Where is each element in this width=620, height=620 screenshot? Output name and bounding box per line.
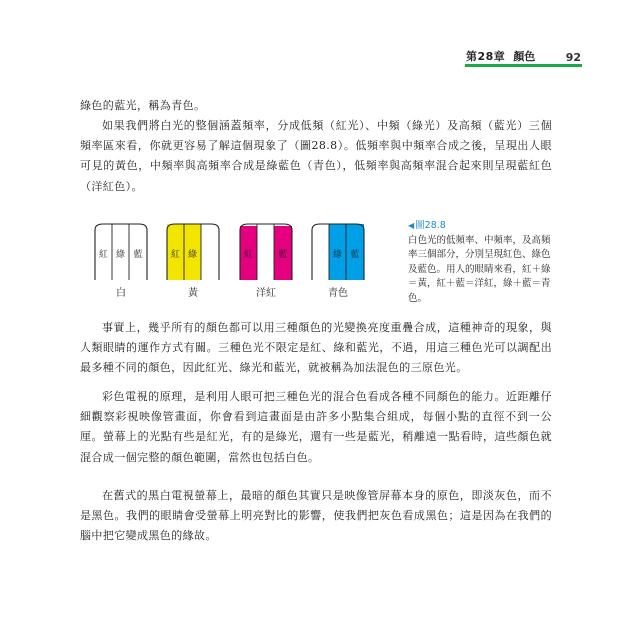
panel-label-cyan: 青色	[328, 288, 348, 299]
panel-label-yellow: 黃	[188, 288, 198, 299]
band-label: 藍	[278, 250, 288, 260]
band-label: 紅	[243, 250, 254, 260]
paragraph-black-white-tv: 在舊式的黑白電視螢幕上，最暗的顏色其實只是映像管屏幕本身的原色，即淡灰色，而不是黑色。我們的眼睛會受螢幕上明亮對比的影響，使我們把灰色看成黑色；這是因為在我們的腦中把它變成黑色的緣故。	[80, 489, 552, 543]
figure-number-line	[408, 219, 554, 234]
paragraph-color-tv: 彩色電視的原理，是利用人眼可把三種色光的混合色看成各種不同顏色的能力。近距離仔細觀察彩視映像管畫面，你會看到這畫面是由許多小點集合組成，每個小點的直徑不到一公厘。螢幕上的光點有些是紅光，有的是綠光，還有一些是藍光，稍離遠一點看時，這些顏色就混合成一個完整的顏色範圍，當然也包括白色。	[80, 390, 552, 464]
panel-white	[95, 224, 147, 280]
left-triangle-icon: ◀	[408, 221, 415, 230]
color-mixing-diagram	[87, 218, 387, 288]
band-label: 綠	[115, 250, 126, 260]
paragraph-frequency-ranges: 如果我們將白光的整個涵蓋頻率，分成低頻（紅光）、中頻（綠光）及高頻（藍光）三個頻率區來看，你就更容易了解這個現象了（圖28.8）。低頻率與中頻率合成之後，呈現出人眼可見的黃色，中頻率與高頻率合成是綠藍色（青色），低頻率與高頻率混合起來則呈現藍紅色（洋紅色）。	[80, 119, 552, 193]
figure-caption-text: 白色光的低頻率、中頻率，及高頻率三個部分，分別呈現紅色、綠色及藍色。用人的眼睛來看，紅＋綠＝黃，紅＋藍＝洋紅，綠＋藍＝青色。	[408, 234, 551, 304]
band-label: 綠	[332, 250, 343, 260]
band-label: 藍	[133, 250, 143, 260]
panel-yellow	[167, 224, 219, 280]
figure-number: 圖28.8	[415, 220, 446, 231]
band-label: 綠	[187, 250, 198, 260]
paragraph-continuation: 綠色的藍光，稱為青色。	[80, 99, 206, 112]
panel-cyan	[312, 224, 364, 280]
page-number: 92	[565, 51, 581, 64]
chapter-title: 顏色	[513, 50, 536, 63]
figure-28-8	[87, 218, 387, 298]
panel-magenta	[240, 224, 292, 280]
header-rule	[465, 64, 582, 67]
panel-label-magenta: 洋紅	[256, 288, 276, 299]
band-label: 紅	[98, 250, 109, 260]
chapter-number: 第28章	[466, 50, 506, 63]
band-label: 藍	[350, 250, 360, 260]
panel-label-white: 白	[116, 288, 126, 299]
band-label: 紅	[170, 250, 181, 260]
paragraph-three-colors: 事實上，幾乎所有的顏色都可以用三種顏色的光變換亮度重疊合成，這種神奇的現象，與人類眼睛的運作方式有關。三種色光不限定是紅、綠和藍光，不過，用這三種色光可以調配出最多種不同的顏色，因此紅光、綠光和藍光，就被稱為加法混色的三原色光。	[80, 321, 552, 375]
figure-caption	[408, 219, 554, 307]
running-header	[466, 46, 581, 64]
